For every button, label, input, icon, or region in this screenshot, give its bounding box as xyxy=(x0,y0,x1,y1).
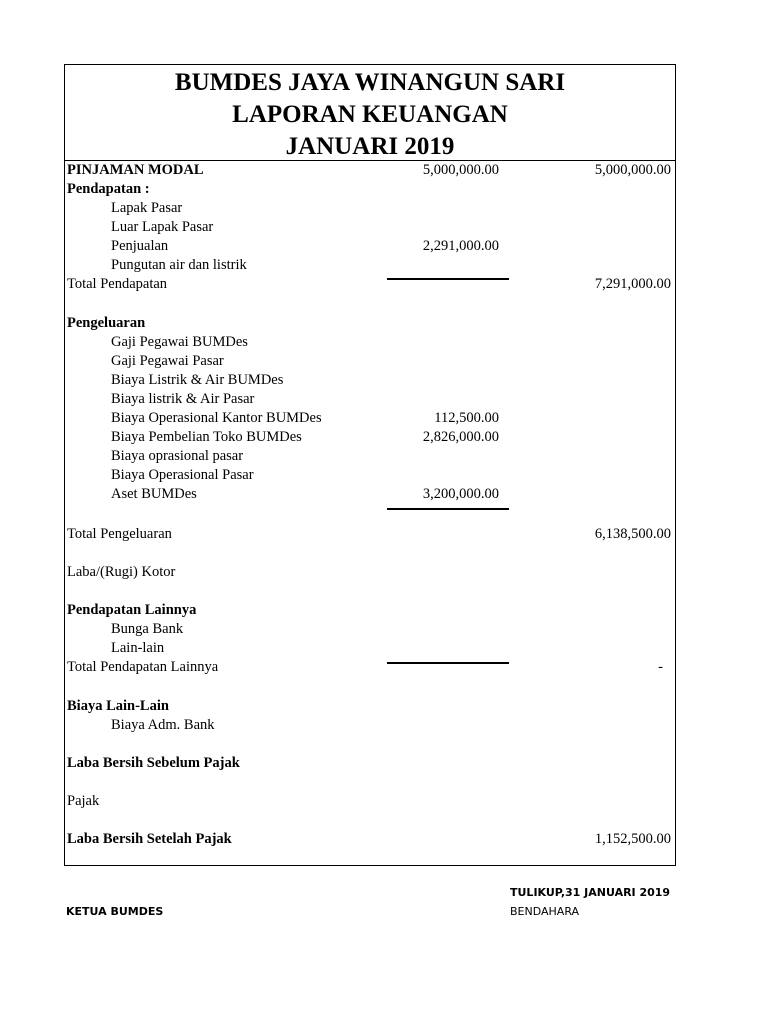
item-label: Gaji Pegawai Pasar xyxy=(111,353,224,369)
list-item xyxy=(65,620,675,639)
item-value: 112,500.00 xyxy=(434,410,499,426)
list-item xyxy=(65,199,675,218)
pinjaman-row xyxy=(65,161,675,180)
laba-sebelum-pajak-label: Laba Bersih Sebelum Pajak xyxy=(67,755,240,771)
right-signer: BENDAHARA xyxy=(510,905,580,918)
pajak-label: Pajak xyxy=(67,793,100,809)
left-signer: KETUA BUMDES xyxy=(66,905,164,918)
laba-setelah-pajak-label: Laba Bersih Setelah Pajak xyxy=(67,831,232,847)
list-item xyxy=(65,409,675,428)
biaya-lain-label: Biaya Lain-Lain xyxy=(67,698,169,714)
report-title: LAPORAN KEUANGAN xyxy=(232,101,508,128)
list-item xyxy=(65,485,675,504)
item-value: 3,200,000.00 xyxy=(422,486,499,502)
list-item xyxy=(65,218,675,237)
item-label: Biaya Listrik & Air BUMDes xyxy=(111,372,284,388)
pinjaman-label: PINJAMAN MODAL xyxy=(67,162,204,178)
total-pengeluaran-row xyxy=(65,525,675,544)
laba-kotor-row xyxy=(65,563,675,582)
subtotal-underline xyxy=(387,508,509,510)
laba-sebelum-pajak-row xyxy=(65,754,675,773)
report-period: JANUARI 2019 xyxy=(285,133,455,160)
item-label: Lapak Pasar xyxy=(111,200,183,216)
org-title: BUMDES JAYA WINANGUN SARI xyxy=(174,69,566,96)
list-item xyxy=(65,390,675,409)
laba-setelah-pajak-row xyxy=(65,830,675,849)
total-pendapatan-value: 7,291,000.00 xyxy=(594,276,671,292)
list-item xyxy=(65,447,675,466)
pengeluaran-heading xyxy=(65,314,675,333)
item-label: Biaya Adm. Bank xyxy=(111,717,215,733)
laba-kotor-label: Laba/(Rugi) Kotor xyxy=(67,564,176,580)
total-pendapatan-row xyxy=(65,275,675,294)
total-pengeluaran-label: Total Pengeluaran xyxy=(67,526,172,542)
pinjaman-col1: 5,000,000.00 xyxy=(422,162,499,178)
place-date: TULIKUP,31 JANUARI 2019 xyxy=(510,886,671,899)
financial-report xyxy=(64,64,676,866)
item-label: Biaya Operasional Kantor BUMDes xyxy=(111,410,322,426)
item-label: Bunga Bank xyxy=(111,621,184,637)
list-item xyxy=(65,256,675,275)
list-item xyxy=(65,352,675,371)
list-item xyxy=(65,237,675,256)
total-pengeluaran-value: 6,138,500.00 xyxy=(594,526,671,542)
list-item xyxy=(65,716,675,735)
item-label: Biaya oprasional pasar xyxy=(111,448,244,464)
laba-setelah-pajak-value: 1,152,500.00 xyxy=(594,831,671,847)
pengeluaran-label: Pengeluaran xyxy=(67,315,146,331)
total-pendapatan-label: Total Pendapatan xyxy=(67,276,168,292)
item-label: Biaya Operasional Pasar xyxy=(111,467,254,483)
total-pendapatan-lainnya-value: - xyxy=(658,659,663,675)
total-pendapatan-lainnya-row xyxy=(65,658,675,677)
item-label: Gaji Pegawai BUMDes xyxy=(111,334,248,350)
list-item xyxy=(65,428,675,447)
list-item xyxy=(65,639,675,658)
item-label: Biaya Pembelian Toko BUMDes xyxy=(111,429,302,445)
pendapatan-lainnya-label: Pendapatan Lainnya xyxy=(67,602,197,618)
list-item xyxy=(65,333,675,352)
item-value: 2,826,000.00 xyxy=(422,429,499,445)
biaya-lain-heading xyxy=(65,697,675,716)
item-label: Pungutan air dan listrik xyxy=(111,257,247,273)
pajak-row xyxy=(65,792,675,811)
item-label: Luar Lapak Pasar xyxy=(111,219,214,235)
list-item xyxy=(65,466,675,485)
pendapatan-heading xyxy=(65,180,675,199)
list-item xyxy=(65,371,675,390)
item-label: Lain-lain xyxy=(111,640,165,656)
pinjaman-col2: 5,000,000.00 xyxy=(594,162,671,178)
report-header xyxy=(65,65,675,161)
pendapatan-label: Pendapatan : xyxy=(67,181,150,197)
item-label: Penjualan xyxy=(111,238,169,254)
total-pendapatan-lainnya-label: Total Pendapatan Lainnya xyxy=(67,659,219,675)
item-label: Aset BUMDes xyxy=(111,486,197,502)
pendapatan-lainnya-heading xyxy=(65,601,675,620)
item-label: Biaya listrik & Air Pasar xyxy=(111,391,255,407)
item-value: 2,291,000.00 xyxy=(422,238,499,254)
